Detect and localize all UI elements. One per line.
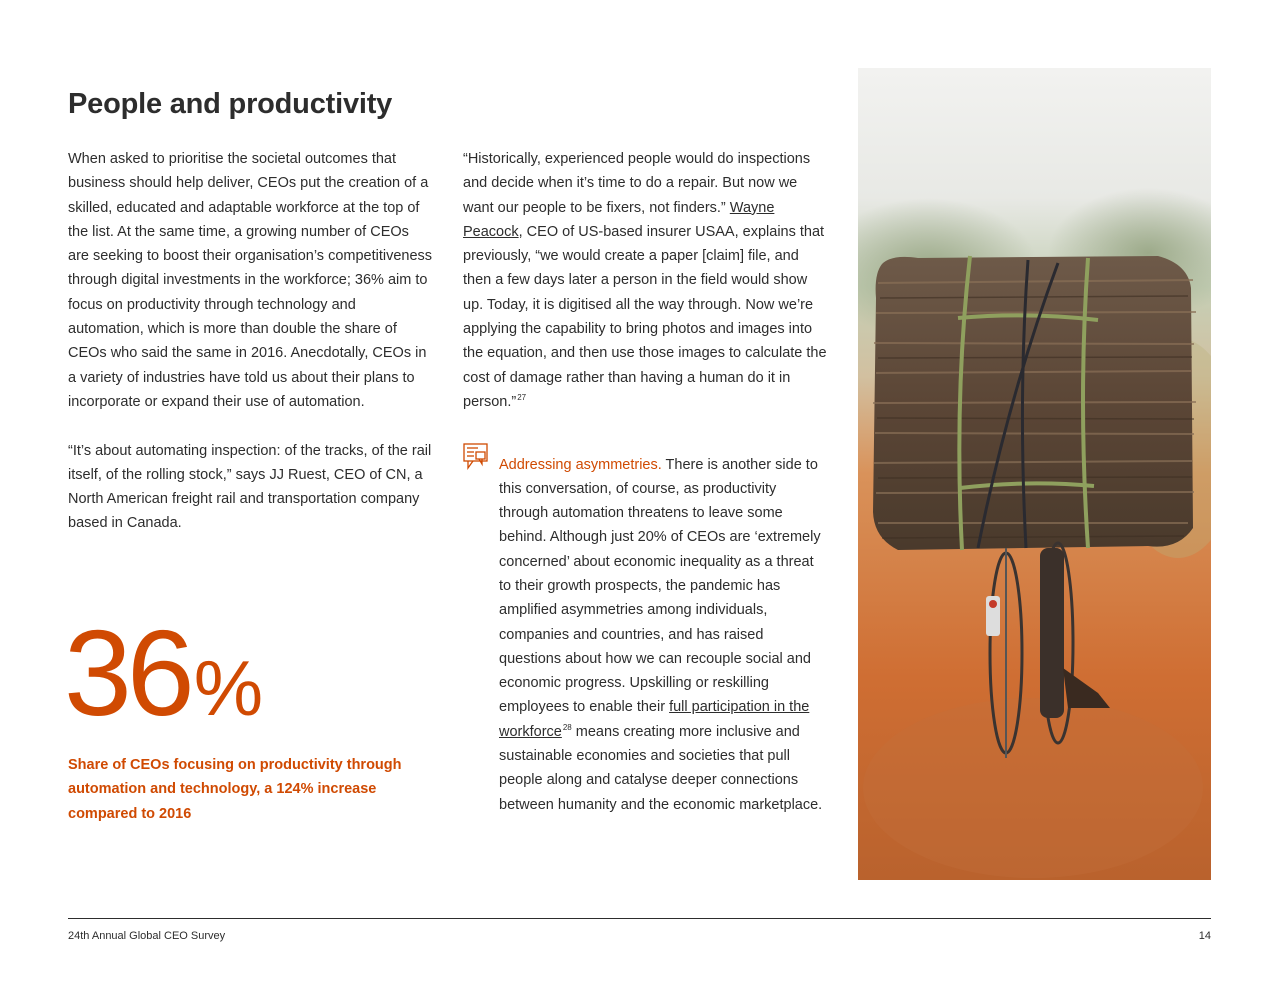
page-title: People and productivity (68, 88, 393, 120)
usaa-quote-paragraph (463, 147, 828, 414)
stat-caption: Share of CEOs focusing on productivity through automation and technology, a 124% increase compared to 2016 (68, 757, 402, 822)
footer-divider (68, 918, 1211, 919)
stat-unit: % (193, 644, 264, 732)
middle-column (463, 147, 828, 414)
stat-figure (64, 605, 264, 741)
cyclist-photo (858, 68, 1211, 880)
callout-body-a: There is another side to this conversation, of course, as productivity through automation threatens to leave some behind. Although just 20% of CEOs are ‘extremely concerned’ about economic inequality as a threat to their growth prospects, the pandemic has amplified asymmetries among individuals, companies and countries, and has raised questions about how we can recouple social and economic progress. Upskilling or reskilling employees to enable their (499, 456, 821, 716)
stat-number: 36 (64, 605, 190, 741)
callout-body-b: means creating more inclusive and sustainable economies and societies that pull people along and catalyse deeper connections between humanity and the economic marketplace. (499, 723, 823, 813)
quote-rest-text: , CEO of US-based insurer USAA, explains that previously, “we would create a paper [claim] file, and then a few days later a person in the field would show up. Today, it is digitised all the way through. Now we’re applying the capability to bring photos and images into the equation, and then use those images to calculate the cost of damage rather than having a human do it in person.” (463, 223, 827, 410)
discussion-icon (463, 443, 488, 470)
intro-paragraph: When asked to prioritise the societal outcomes that business should help deliver, CEOs put the creation of a skilled, educated and adaptable workforce at the top of the list. At the same time, a growing number of CEOs are seeking to boost their organisation’s competitiveness through digital investments in the workforce; 36% aim to focus on productivity through technology and automation, which is more than double the share of CEOs who said the same in 2016. Anecdotally, CEOs in a variety of industries have told us about their plans to incorporate or expand their use of automation. (68, 151, 433, 410)
footnote-28[interactable]: 28 (562, 722, 572, 732)
footnote-27[interactable]: 27 (517, 392, 527, 402)
wayne-peacock-link[interactable]: Wayne Peacock (463, 199, 775, 240)
cyclist-firewood-image (858, 68, 1211, 880)
callout-lead: Addressing asymmetries. (499, 456, 662, 473)
quote-opening-text: “Historically, experienced people would do inspections and decide when it’s time to do a repair. But now we want our people to be fixers, not finders.” (463, 151, 811, 216)
workforce-participation-link[interactable]: full participation in the workforce (499, 699, 810, 740)
footer-publication-title: 24th Annual Global CEO Survey (68, 930, 226, 942)
callout-text (499, 453, 828, 817)
callout-box (463, 438, 828, 831)
left-column (68, 147, 433, 536)
quote-paragraph: “It’s about automating inspection: of the tracks, of the rail itself, of the rolling stock,” says JJ Ruest, CEO of CN, a North American freight rail and transportation company based in Canada. (68, 442, 432, 532)
page-number: 14 (1198, 930, 1211, 942)
